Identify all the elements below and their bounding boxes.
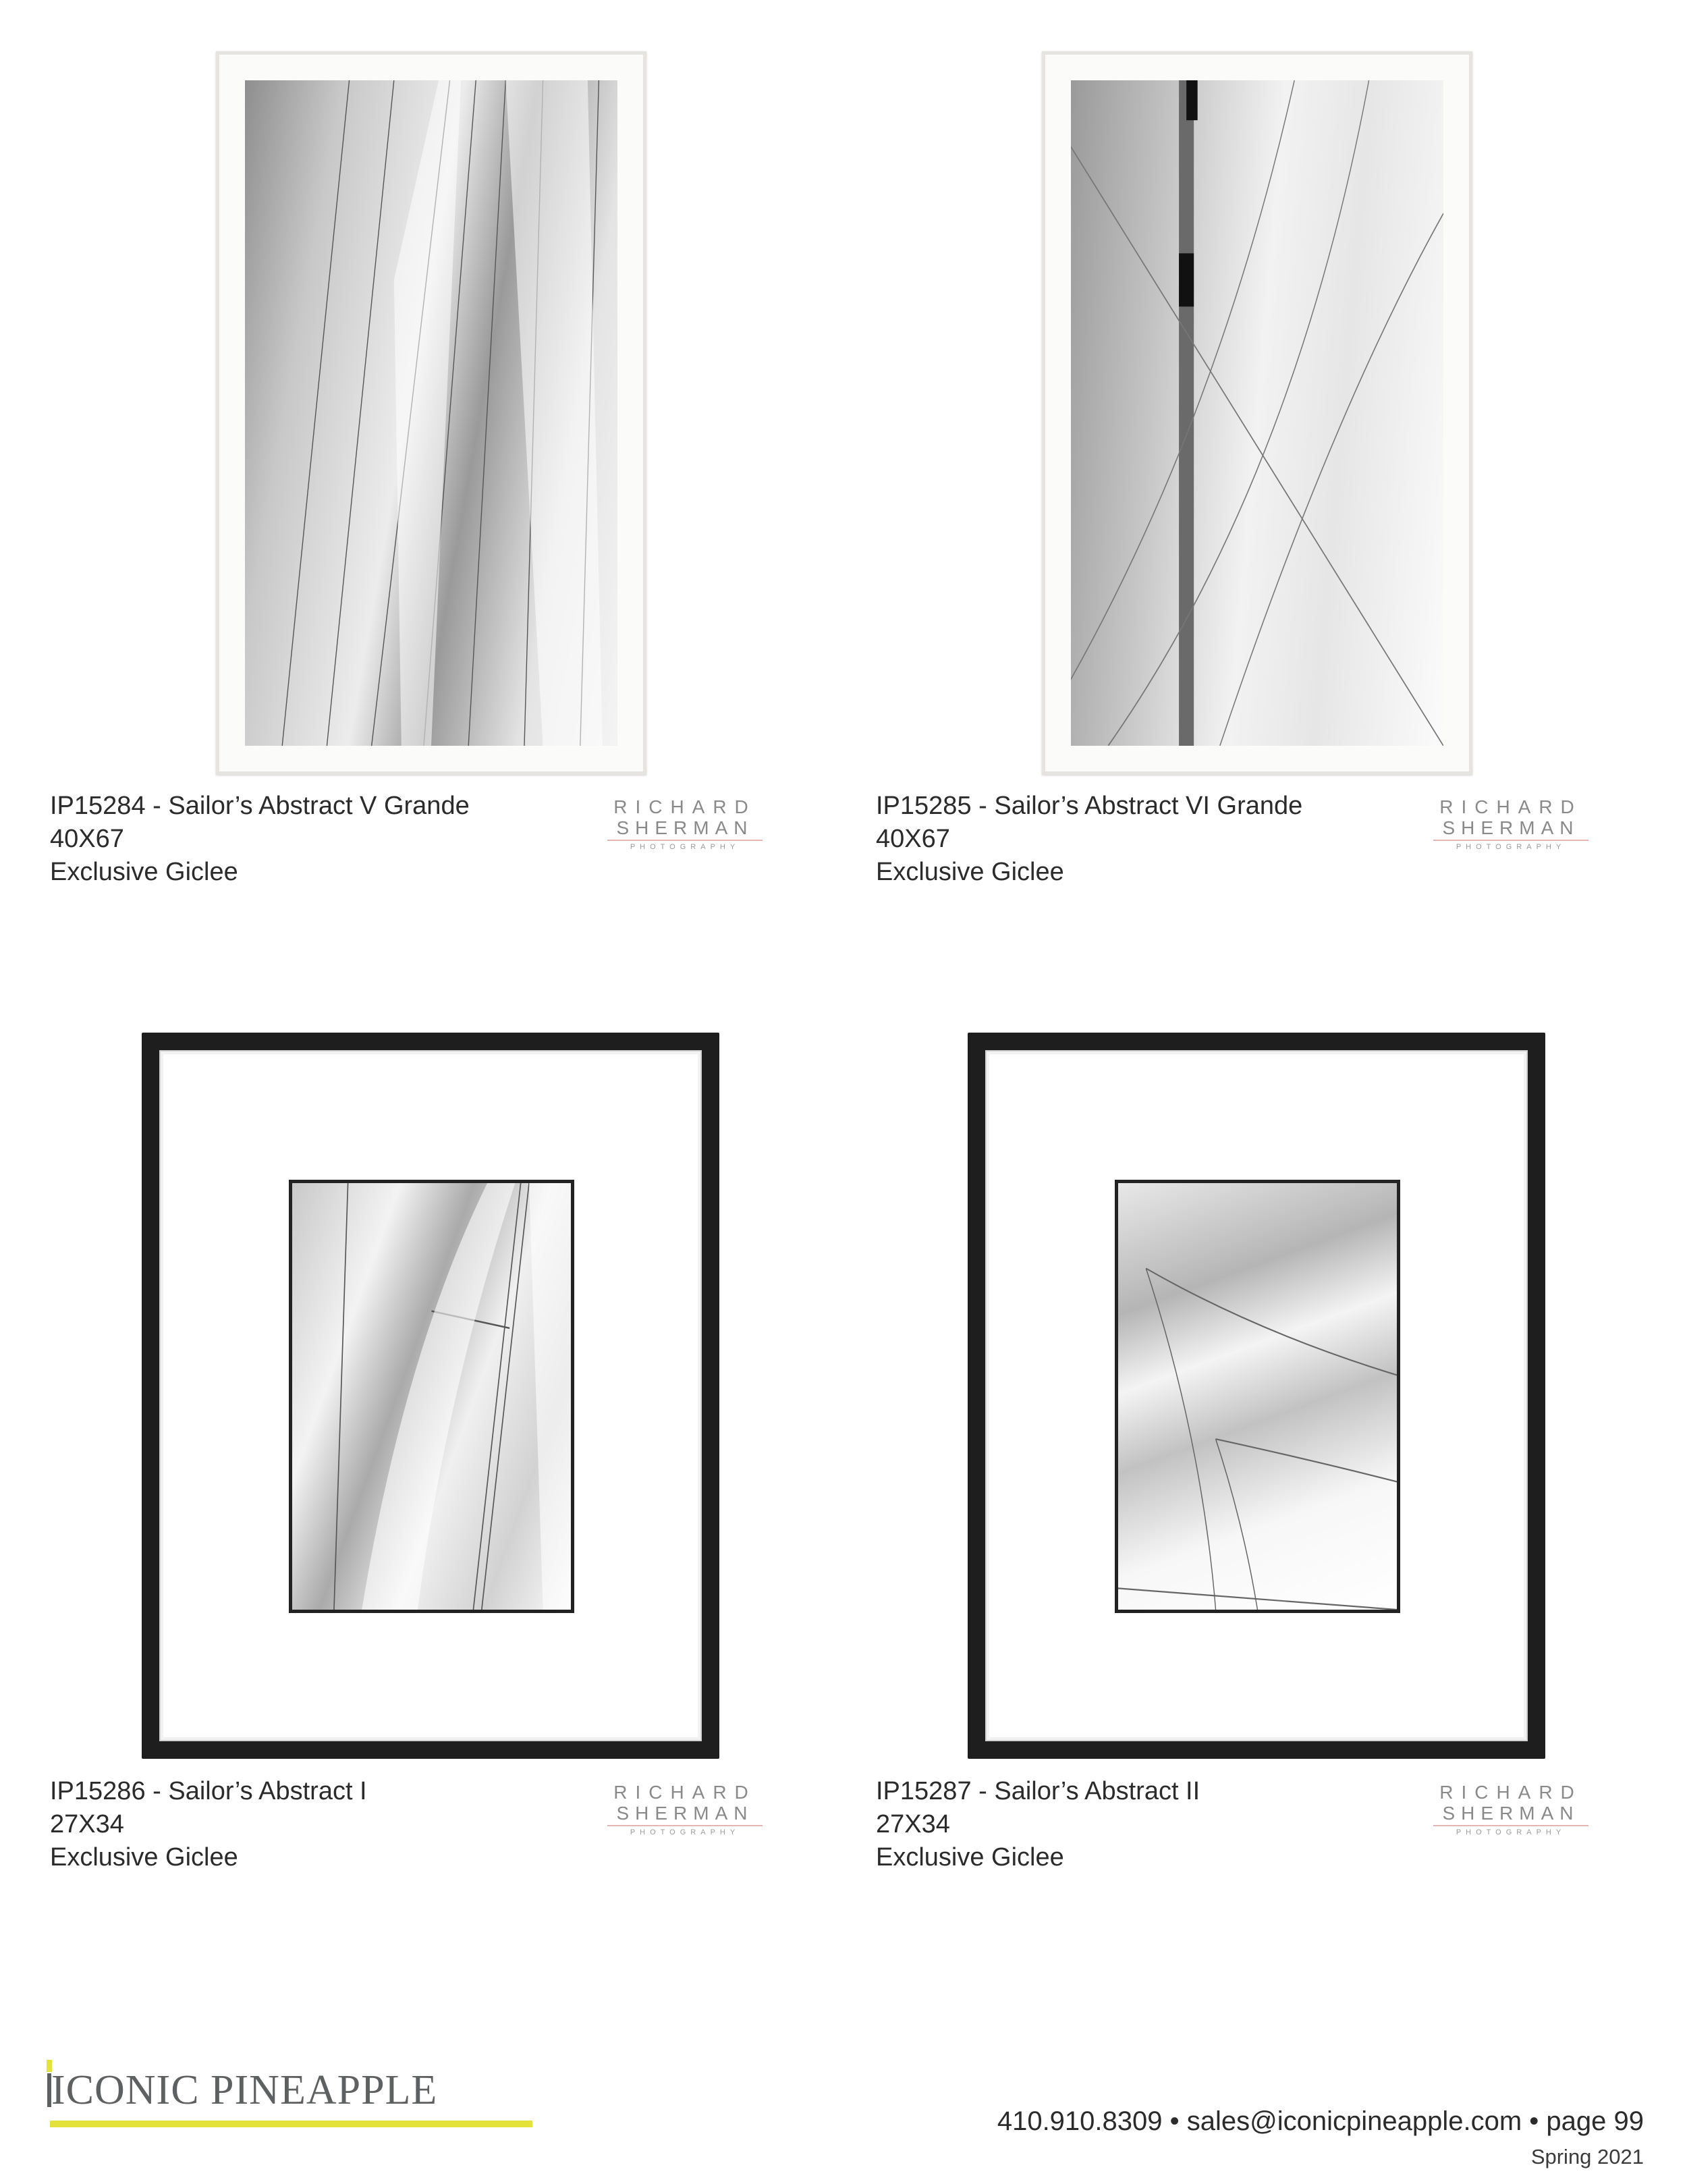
sails-photo <box>1071 80 1443 746</box>
product-image-ip15287 <box>968 1033 1545 1759</box>
product-title: IP15284 - Sailor’s Abstract V Grande <box>50 792 470 820</box>
richard-sherman-logo: RICHARD SHERMAN PHOTOGRAPHY <box>1433 796 1588 853</box>
richard-sherman-logo: RICHARD SHERMAN PHOTOGRAPHY <box>1433 1782 1588 1838</box>
product-type: Exclusive Giclee <box>50 858 238 886</box>
product-type: Exclusive Giclee <box>876 1843 1064 1872</box>
product-size: 40X67 <box>50 825 124 853</box>
iconic-pineapple-logo <box>45 2060 530 2134</box>
product-title: IP15287 - Sailor’s Abstract II <box>876 1777 1200 1805</box>
sails-photo <box>289 1180 574 1613</box>
richard-sherman-logo: RICHARD SHERMAN PHOTOGRAPHY <box>607 796 763 853</box>
product-image-ip15284 <box>216 51 646 775</box>
product-type: Exclusive Giclee <box>50 1843 238 1872</box>
product-size: 27X34 <box>50 1810 124 1838</box>
product-type: Exclusive Giclee <box>876 858 1064 886</box>
sails-photo <box>245 80 617 746</box>
product-image-ip15286 <box>142 1033 719 1759</box>
product-caption-1 <box>50 790 470 889</box>
product-title: IP15285 - Sailor’s Abstract VI Grande <box>876 792 1303 820</box>
brand-underline <box>50 2121 532 2127</box>
richard-sherman-logo: RICHARD SHERMAN PHOTOGRAPHY <box>607 1782 763 1838</box>
footer-contact: 410.910.8309 • sales@iconicpineapple.com • page 99 <box>997 2106 1644 2136</box>
product-caption-3 <box>50 1775 367 1874</box>
product-image-ip15285 <box>1042 51 1472 775</box>
footer-season: Spring 2021 <box>1530 2145 1644 2168</box>
product-caption-2 <box>876 790 1302 889</box>
product-caption-4 <box>876 1775 1200 1874</box>
sails-photo <box>1115 1180 1400 1613</box>
product-size: 27X34 <box>876 1810 950 1838</box>
brand-name: ICONIC PINEAPPLE <box>51 2067 438 2113</box>
product-title: IP15286 - Sailor’s Abstract I <box>50 1777 367 1805</box>
product-size: 40X67 <box>876 825 950 853</box>
